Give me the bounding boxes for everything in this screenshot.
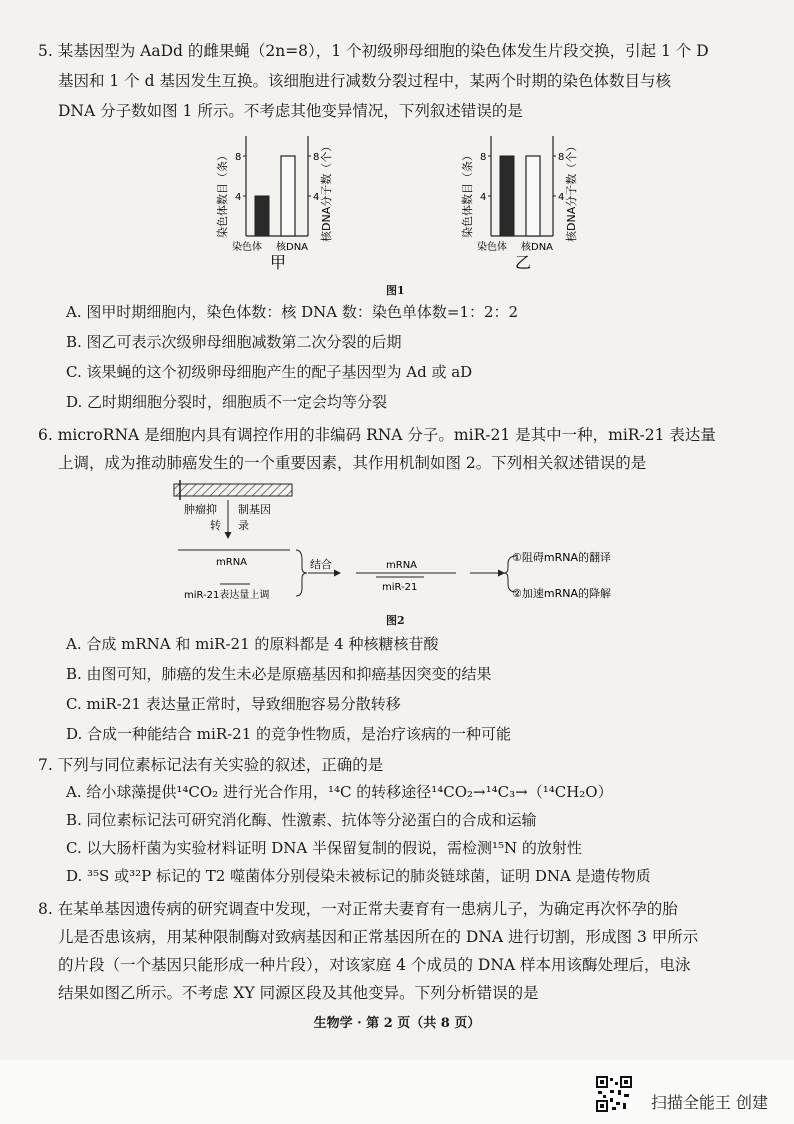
tick-label-right: 4	[313, 192, 320, 203]
figure-1	[190, 132, 610, 280]
q8-stem-line4: 结果如图乙所示。不考虑 XY 同源区段及其他变异。下列分析错误的是	[58, 984, 539, 1002]
tick-label-left: 4	[480, 192, 487, 203]
left-axis-title: 染色体数目（条）	[216, 150, 229, 238]
right-axis-title: 核DNA分子数（个）	[565, 140, 578, 242]
mir2-label: miR-21	[382, 582, 418, 593]
scanner-watermark: 扫描全能王 创建	[650, 1093, 768, 1112]
result-2: ②加速mRNA的降解	[512, 587, 611, 600]
figure-2-caption: 图2	[386, 614, 405, 627]
mir-label: miR-21表达量上调	[184, 590, 270, 601]
q8-stem-line3: 的片段（一个基因只能形成一种片段），对该家庭 4 个成员的 DNA 样本用该酶处理后，电泳	[58, 956, 691, 974]
q5-option-a: A. 图甲时期细胞内，染色体数：核 DNA 数：染色单体数=1：2：2	[66, 303, 519, 321]
q7-option-d: D. ³⁵S 或³²P 标记的 T2 噬菌体分别侵染未被标记的肺炎链球菌，证明 DNA 是遗传物质	[66, 867, 651, 885]
bar-dna	[281, 156, 295, 236]
q7-stem: 7. 下列与同位素标记法有关实验的叙述，正确的是	[38, 756, 384, 774]
tick-label-right: 8	[313, 152, 320, 163]
figure-2	[170, 476, 650, 608]
page-footer: 生物学 · 第 2 页（共 8 页）	[313, 1016, 481, 1031]
q8-stem-line1: 8. 在某单基因遗传病的研究调查中发现，一对正常夫妻育有一患病儿子，为确定再次怀孕的胎	[38, 900, 678, 918]
tick-label-left: 8	[235, 152, 242, 163]
gene-label-right: 制基因	[238, 503, 271, 516]
tick-label-left: 4	[235, 192, 242, 203]
q8-stem-line2: 儿是否患该病，用某种限制酶对致病基因和正常基因所在的 DNA 进行切割，形成图 3 甲所示	[58, 928, 699, 946]
subfigure-name: 甲	[270, 253, 287, 272]
q5-option-b: B. 图乙可表示次级卵母细胞减数第二次分裂的后期	[66, 333, 402, 351]
q5-stem-line1: 5. 某基因型为 AaDd 的雌果蝇（2n=8），1 个初级卵母细胞的染色体发生片段交换，引起 1 个 D	[38, 42, 709, 60]
q6-option-b: B. 由图可知，肺癌的发生未必是原癌基因和抑癌基因突变的结果	[66, 665, 492, 683]
category-label-chromosome: 染色体	[232, 242, 262, 253]
gene-label-left: 肿瘤抑	[184, 503, 217, 516]
gene-bar	[174, 484, 292, 496]
transcribe-right: 录	[238, 519, 249, 532]
mrna-label: mRNA	[216, 557, 248, 568]
q6-option-a: A. 合成 mRNA 和 miR-21 的原料都是 4 种核糖核苷酸	[66, 635, 439, 653]
bar-chromosome	[255, 196, 269, 236]
q5-option-c: C. 该果蝇的这个初级卵母细胞产生的配子基因型为 Ad 或 aD	[66, 363, 473, 381]
mrna2-label: mRNA	[386, 560, 418, 571]
chart-jia	[215, 136, 333, 272]
category-label-dna: 核DNA	[276, 242, 309, 253]
q6-stem-line1: 6. microRNA 是细胞内具有调控作用的非编码 RNA 分子。miR-21 是其中一种，miR-21 表达量	[38, 426, 716, 444]
q5-stem-line3: DNA 分子数如图 1 所示。不考虑其他变异情况，下列叙述错误的是	[58, 102, 523, 120]
qr-code-icon	[596, 1076, 632, 1112]
q7-option-b: B. 同位素标记法可研究消化酶、性激素、抗体等分泌蛋白的合成和运输	[66, 811, 537, 829]
bar-dna	[526, 156, 540, 236]
left-axis-title: 染色体数目（条）	[461, 150, 474, 238]
subfigure-name: 乙	[515, 253, 532, 272]
category-label-dna: 核DNA	[521, 242, 554, 253]
right-axis-title: 核DNA分子数（个）	[320, 140, 333, 242]
q6-stem-line2: 上调，成为推动肺癌发生的一个重要因素，其作用机制如图 2。下列相关叙述错误的是	[58, 454, 647, 472]
result-1: ①阻碍mRNA的翻译	[512, 551, 611, 564]
q7-option-a: A. 给小球藻提供¹⁴CO₂ 进行光合作用，¹⁴C 的转移途径¹⁴CO₂→¹⁴C₃→（¹⁴CH₂O）	[66, 783, 613, 801]
bar-chromosome	[500, 156, 514, 236]
q6-option-c: C. miR-21 表达量正常时，导致细胞容易分散转移	[66, 695, 401, 713]
q7-option-c: C. 以大肠杆菌为实验材料证明 DNA 半保留复制的假说，需检测¹⁵N 的放射性	[66, 839, 582, 857]
tick-label-right: 4	[558, 192, 565, 203]
category-label-chromosome: 染色体	[477, 242, 507, 253]
q6-option-d: D. 合成一种能结合 miR-21 的竞争性物质，是治疗该病的一种可能	[66, 725, 512, 743]
chart-yi	[460, 136, 578, 272]
tick-label-left: 8	[480, 152, 487, 163]
figure-1-caption: 图1	[386, 284, 405, 297]
transcribe-left: 转	[210, 519, 221, 532]
tick-label-right: 8	[558, 152, 565, 163]
q5-option-d: D. 乙时期细胞分裂时，细胞质不一定会均等分裂	[66, 393, 388, 411]
left-brace	[296, 550, 307, 596]
combine-label: 结合	[310, 558, 332, 571]
q5-stem-line2: 基因和 1 个 d 基因发生互换。该细胞进行减数分裂过程中，某两个时期的染色体数目与核	[58, 72, 671, 90]
